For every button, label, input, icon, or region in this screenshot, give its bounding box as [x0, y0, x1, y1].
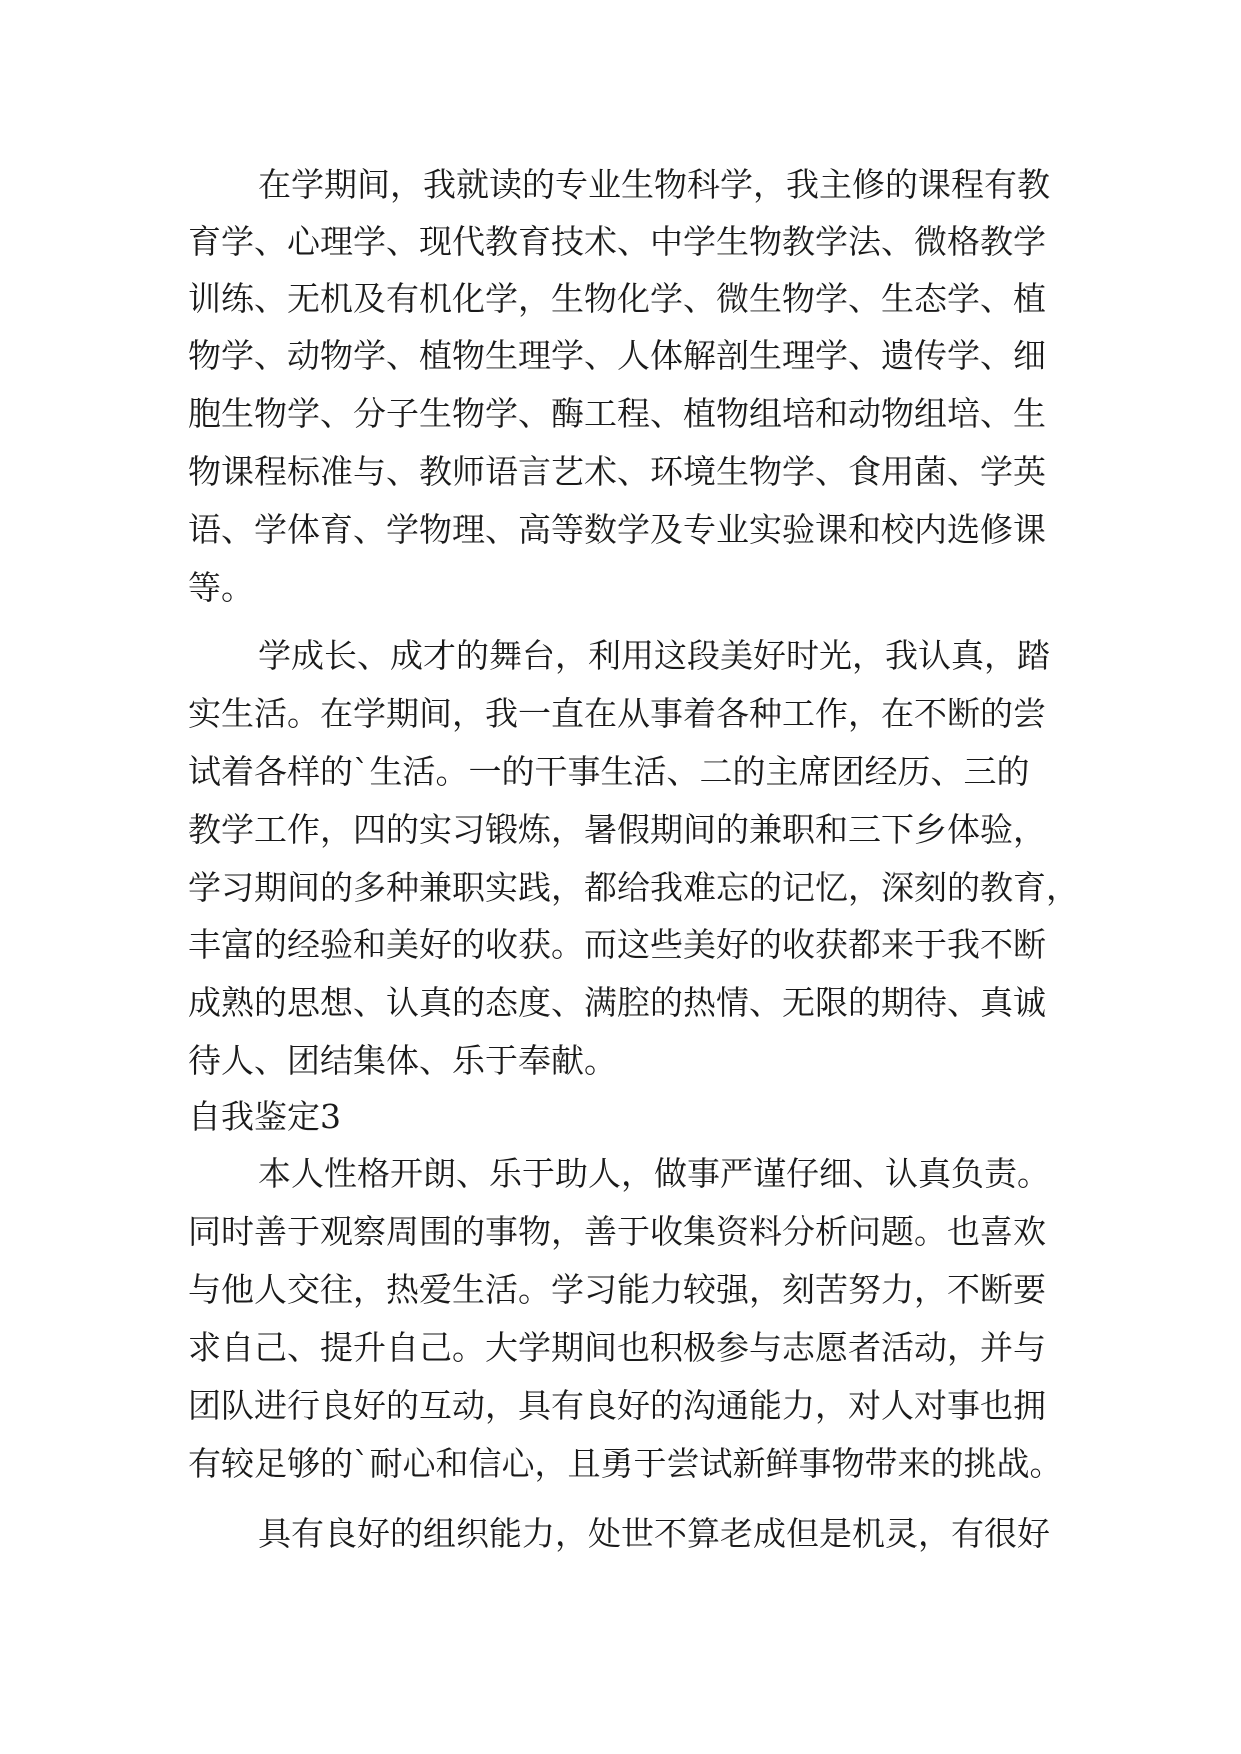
paragraph-2-line-8: 待人、团结集体、乐于奉献。: [188, 1041, 617, 1080]
paragraph-2-line-6: 丰富的经验和美好的收获。而这些美好的收获都来于我不断: [188, 925, 1046, 964]
section-heading: 自我鉴定3: [188, 1097, 341, 1136]
paragraph-1-line-4: 物学、动物学、植物生理学、人体解剖生理学、遗传学、细: [188, 336, 1046, 375]
paragraph-1-line-8: 等。: [188, 568, 254, 607]
paragraph-2-line-2: 实生活。在学期间，我一直在从事着各种工作，在不断的尝: [188, 694, 1046, 733]
paragraph-2-line-5: 学习期间的多种兼职实践，都给我难忘的记忆，深刻的教育，: [188, 868, 1079, 907]
paragraph-1-line-2: 育学、心理学、现代教育技术、中学生物教学法、微格教学: [188, 222, 1046, 261]
paragraph-3-line-1: 本人性格开朗、乐于助人，做事严谨仔细、认真负责。: [258, 1154, 1050, 1193]
paragraph-2-line-4: 教学工作，四的实习锻炼，暑假期间的兼职和三下乡体验，: [188, 810, 1046, 849]
paragraph-1-line-5: 胞生物学、分子生物学、酶工程、植物组培和动物组培、生: [188, 394, 1046, 433]
paragraph-2-line-3: 试着各样的`生活。一的干事生活、二的主席团经历、三的: [188, 752, 1030, 791]
paragraph-1-line-6: 物课程标准与、教师语言艺术、环境生物学、食用菌、学英: [188, 452, 1046, 491]
paragraph-2-line-1: 学成长、成才的舞台，利用这段美好时光，我认真，踏: [258, 636, 1050, 675]
paragraph-3-line-3: 与他人交往，热爱生活。学习能力较强，刻苦努力，不断要: [188, 1270, 1046, 1309]
paragraph-1-line-7: 语、学体育、学物理、高等数学及专业实验课和校内选修课: [188, 510, 1046, 549]
paragraph-3-line-2: 同时善于观察周围的事物，善于收集资料分析问题。也喜欢: [188, 1212, 1046, 1251]
paragraph-1-line-3: 训练、无机及有机化学，生物化学、微生物学、生态学、植: [188, 279, 1046, 318]
paragraph-3-line-6: 有较足够的`耐心和信心，且勇于尝试新鲜事物带来的挑战。: [188, 1444, 1063, 1483]
paragraph-1-line-1: 在学期间，我就读的专业生物科学，我主修的课程有教: [258, 165, 1050, 204]
paragraph-4-line-1: 具有良好的组织能力，处世不算老成但是机灵，有很好: [258, 1514, 1050, 1553]
paragraph-3-line-4: 求自己、提升自己。大学期间也积极参与志愿者活动，并与: [188, 1328, 1046, 1367]
paragraph-3-line-5: 团队进行良好的互动，具有良好的沟通能力，对人对事也拥: [188, 1386, 1046, 1425]
paragraph-2-line-7: 成熟的思想、认真的态度、满腔的热情、无限的期待、真诚: [188, 983, 1046, 1022]
